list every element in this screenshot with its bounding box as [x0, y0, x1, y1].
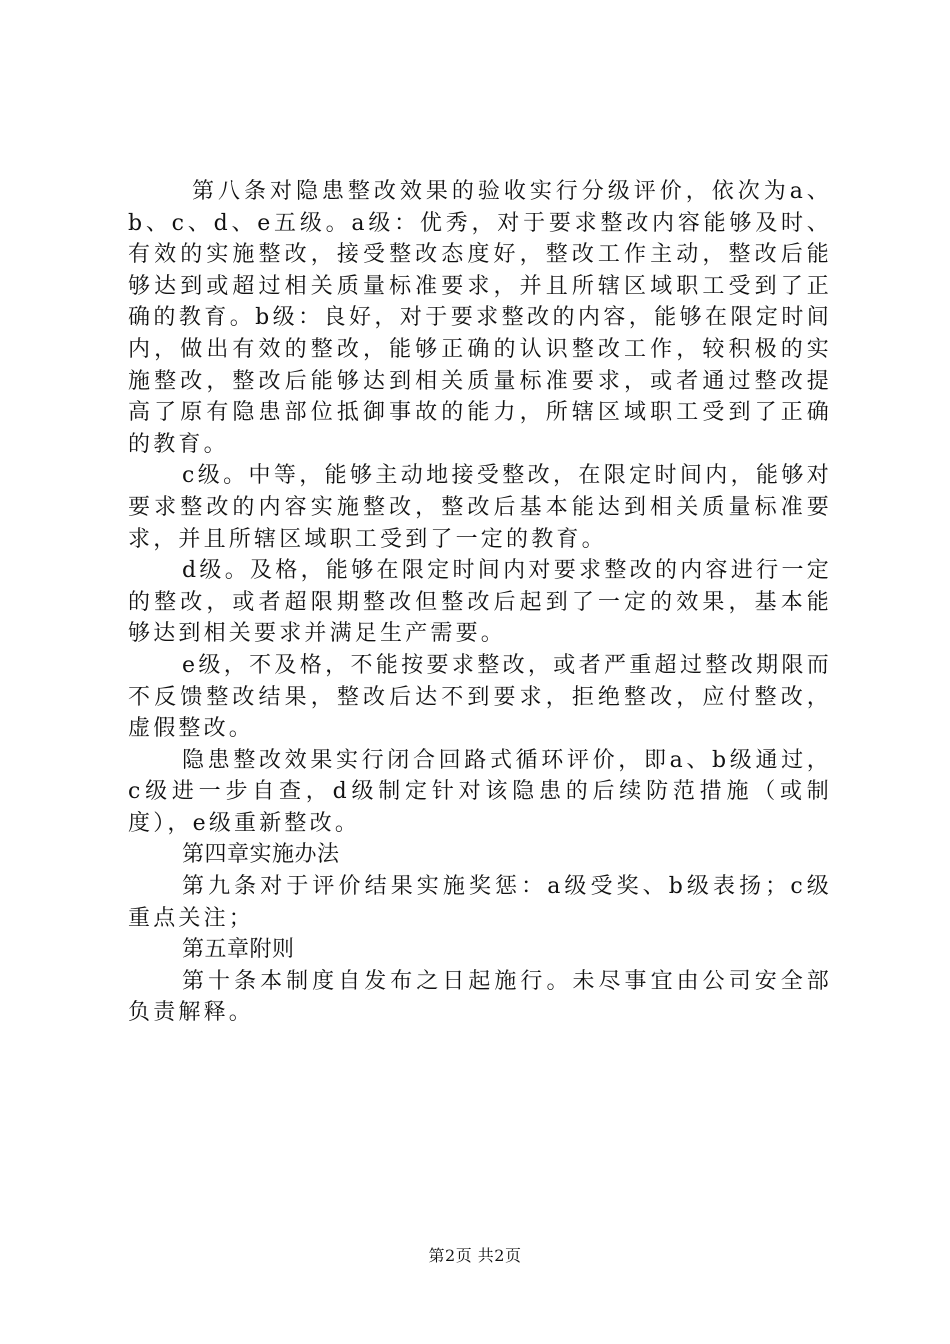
chapter-5-heading: 第五章附则 — [182, 937, 295, 963]
paragraph-article-10: 第十条本制度自发布之日起施行。未尽事宜由公司安全部负责解释。 — [128, 968, 832, 1026]
page-number-footer: 第2页 共2页 — [428, 1246, 522, 1265]
chapter-4-heading: 第四章实施办法 — [182, 842, 340, 868]
paragraph-article-9: 第九条对于评价结果实施奖惩：a级受奖、b级表扬；c级重点关注； — [128, 874, 832, 931]
document-body — [128, 176, 832, 1029]
paragraph-grade-d: d级。及格，能够在限定时间内对要求整改的内容进行一定的整改，或者超限期整改但整改后起到了一定的效果，基本能够达到相关要求并满足生产需要。 — [128, 558, 832, 647]
paragraph-grade-e: e级，不及格，不能按要求整改，或者严重超过整改期限而不反馈整改结果，整改后达不到要求，拒绝整改，应付整改，虚假整改。 — [128, 652, 832, 742]
paragraph-article-8: 第八条对隐患整改效果的验收实行分级评价，依次为a、b、c、d、e五级。a级：优秀，对于要求整改内容能够及时、有效的实施整改，接受整改态度好，整改工作主动，整改后能够达到或超过相关质量标准要求，并且所辖区域职工受到了正确的教育。b级：良好，对于要求整改的内容，能够在限定时间内，做出有效的整改，能够正确的认识整改工作，较积极的实施整改，整改后能够达到相关质量标准要求，或者通过整改提高了原有隐患部位抵御事故的能力，所辖区域职工受到了正确的教育。 — [128, 179, 832, 457]
paragraph-closed-loop: 隐患整改效果实行闭合回路式循环评价，即a、b级通过，c级进一步自查，d级制定针对该隐患的后续防范措施（或制度），e级重新整改。 — [128, 747, 832, 836]
paragraph-grade-c: c级。中等，能够主动地接受整改，在限定时间内，能够对要求整改的内容实施整改，整改后基本能达到相关质量标准要求，并且所辖区域职工受到了一定的教育。 — [128, 463, 832, 552]
